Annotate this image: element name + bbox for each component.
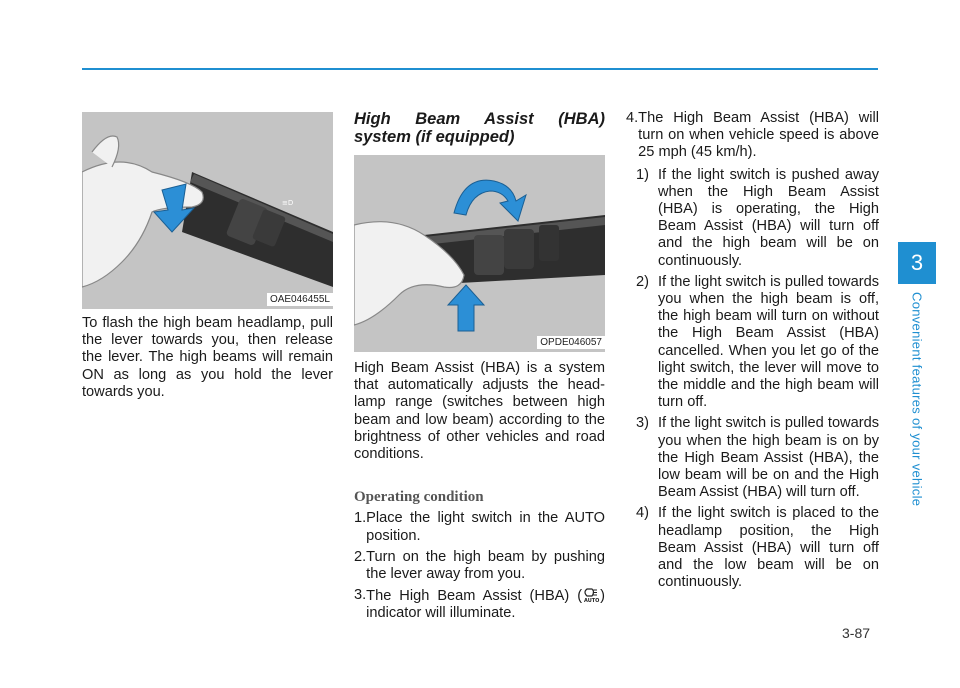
step-3 [354,587,605,622]
figure-code: OAE046455L [267,293,333,306]
substep-number: 3) [636,415,649,432]
step-text [366,587,605,622]
substep-list [626,167,879,592]
operating-condition-heading: Operating condition [354,489,484,506]
right-column [626,110,879,595]
substep-3 [636,415,879,501]
step-number: 3. [354,587,367,604]
step-number: 1. [354,510,367,527]
step-text: Place the light switch in the AUTO position. [366,510,605,544]
substep-number: 2) [636,273,649,290]
flash-paragraph: To flash the high beam headlamp, pull the lever towards you, then release the lever. The high beams will remain ON as long as you hold the lever towards you. [82,315,333,400]
step-text: The High Beam Assist (HBA) will turn on when vehicle speed is above 25 mph (45 km/h). [638,110,879,161]
left-column [82,315,333,401]
figure-code: OPDE046057 [537,336,605,349]
step-text-before: The High Beam Assist (HBA) ( [366,588,583,605]
hba-intro: High Beam Assist (HBA) is a system that automatically adjusts the head-lamp range (switches between high beam and low beam) according to the brightness of other vehicles and road conditions. [354,360,605,463]
substep-text: If the light switch is pushed away when the High Beam Assist (HBA) is operating, the High Beam Assist (HBA) will turn off and the high beam will be on continuously. [658,166,879,269]
step-text-after: ) indicator will illuminate. [366,588,605,622]
substep-1 [636,167,879,270]
middle-column [354,360,605,627]
top-rule [82,68,878,70]
substep-number: 1) [636,166,649,183]
chapter-title: Convenient features of your vehicle [909,292,925,507]
substep-number: 4) [636,505,649,522]
section-heading: High Beam Assist (HBA) system (if equipped) [354,110,605,146]
substep-text: If the light switch is pulled towards you when the high beam is off, the high beam will turn on without the High Beam Assist (HBA) cancelled. When you let go of the light switch, the lever will move to the middle and the high beam will turn off. [658,273,879,411]
figure-hba-lever [354,155,605,352]
substep-2 [636,274,879,412]
chapter-tab: 3 [898,242,936,284]
figure-flash-lever [82,112,333,309]
chapter-title-vertical [905,292,929,507]
step-2 [354,549,605,583]
step-1 [354,510,605,544]
svg-text:AUTO: AUTO [584,598,600,604]
substep-text: If the light switch is pulled towards you when the high beam is on by the High Beam Assist (HBA), the low beam will be on and the High Beam Assist (HBA) will turn off. [658,415,879,501]
page-number: 3-87 [842,625,871,641]
middle-column-heading [354,110,605,146]
step-4 [626,110,879,162]
step-number: 4. [626,110,639,126]
hba-auto-icon [582,587,600,603]
step-text: Turn on the high beam by pushing the lever away from you. [366,548,605,583]
substep-4 [636,505,879,591]
svg-text:≡D: ≡D [282,199,294,207]
substep-text: If the light switch is placed to the headlamp position, the High Beam Assist (HBA) will turn off and the low beam will be on continuously. [658,505,879,591]
step-number: 2. [354,548,367,565]
